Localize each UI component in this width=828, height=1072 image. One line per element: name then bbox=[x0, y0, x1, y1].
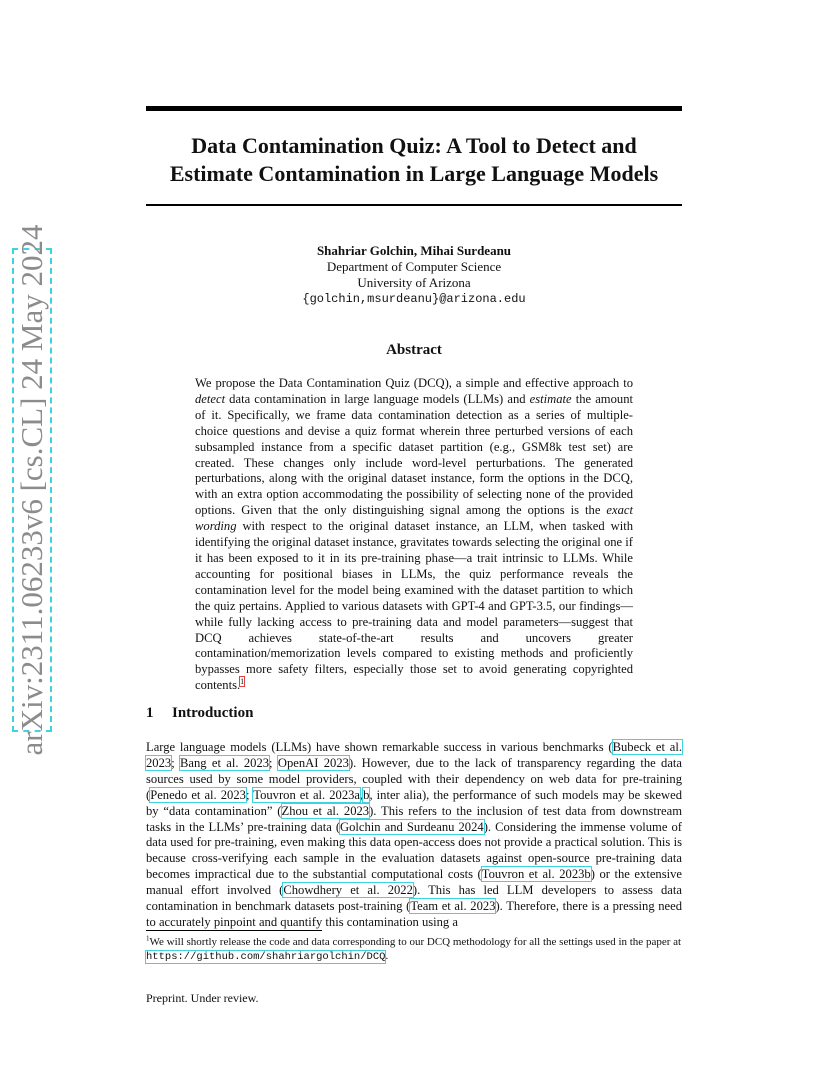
citation-link[interactable]: Bang et al. 2023 bbox=[180, 755, 270, 770]
section-number: 1 bbox=[146, 705, 154, 721]
footnote-text: We will shortly release the code and data corresponding to our DCQ methodology for all the settings used in the paper at bbox=[149, 936, 682, 948]
title-line-1: Data Contamination Quiz: A Tool to Detect and bbox=[191, 133, 637, 158]
author-email: {golchin,msurdeanu}@arizona.edu bbox=[302, 292, 526, 306]
abstract-emphasis: exact wording bbox=[195, 503, 633, 534]
author-department: Department of Computer Science bbox=[326, 259, 502, 274]
citation-link[interactable]: Penedo et al. 2023 bbox=[150, 787, 246, 802]
title-line-2: Estimate Contamination in Large Language Models bbox=[169, 161, 659, 186]
intro-text-part: ). This refers to the inclusion of test data from downstream tasks in the LLMs’ pre-training data ( bbox=[146, 803, 682, 834]
section-title: Introduction bbox=[172, 705, 254, 721]
intro-text-part: Large language models (LLMs) have shown remarkable success in various benchmarks ( bbox=[146, 740, 613, 754]
citation-link[interactable]: b bbox=[363, 787, 370, 802]
footnote-end: . bbox=[385, 950, 389, 962]
intro-text-part: ). Considering the immense volume of data used for pre-training, even making this data open-access does not provide a practical solution. This is because cross-verifying each sample in the evaluation datasets against open-source pre-training data becomes impractical due to the substantial computational costs ( bbox=[146, 819, 682, 882]
intro-text-part: , inter alia), the performance of such models may be skewed by “data contamination” ( bbox=[146, 787, 682, 818]
abstract-text-part: the amount of it. Specifically, we frame data contamination detection as a series of multiple-choice questions and devise a quiz format wherein three perturbed versions of each subsampled instance from a specific dataset partition (e.g., GSM8k test set) are created. These changes only include word-level perturbations. The generated perturbations, along with the original dataset instance, form the options in the DCQ, with an extra option accommodating the possibility of selecting none of the provided options. Given that the only distinguishing signal among the options is the bbox=[195, 391, 633, 518]
citation-link[interactable]: Touvron et al. 2023b bbox=[481, 867, 591, 882]
intro-text-part: ; bbox=[269, 755, 278, 770]
intro-text-part: ). Therefore, there is a pressing need to accurately pinpoint and quantify this contamination using a bbox=[146, 899, 683, 929]
intro-text-part: , bbox=[360, 787, 364, 802]
abstract-text bbox=[195, 376, 633, 694]
intro-text-part: ) or the extensive manual effort involved ( bbox=[146, 867, 682, 898]
repository-link[interactable]: https://github.com/shahriargolchin/DCQ bbox=[146, 951, 386, 963]
section-heading-introduction bbox=[146, 705, 253, 722]
intro-text-part: ; bbox=[245, 787, 254, 802]
footnote bbox=[146, 935, 682, 964]
author-university: University of Arizona bbox=[357, 275, 471, 290]
author-block bbox=[146, 243, 682, 307]
footnote-mark: 1 bbox=[146, 934, 150, 943]
intro-text-part: ; bbox=[171, 755, 180, 770]
footnote-rule bbox=[146, 930, 322, 931]
citation-link[interactable]: Chowdhery et al. 2022 bbox=[283, 883, 413, 898]
citation-link[interactable]: OpenAI 2023 bbox=[277, 755, 349, 770]
abstract-emphasis: detect bbox=[195, 391, 226, 406]
footnote-link[interactable]: 1 bbox=[240, 677, 245, 687]
abstract-text-part: We propose the Data Contamination Quiz (DCQ), a simple and effective approach to bbox=[195, 376, 633, 390]
introduction-text bbox=[146, 740, 682, 931]
abstract-emphasis: estimate bbox=[529, 391, 572, 406]
citation-link[interactable]: Team et al. 2023 bbox=[410, 899, 496, 914]
abstract-heading: Abstract bbox=[386, 342, 442, 358]
title-top-rule bbox=[146, 106, 682, 111]
abstract-text-part: data contamination in large language models (LLMs) and bbox=[225, 391, 530, 406]
citation-link[interactable]: Bubeck et al. 2023 bbox=[146, 740, 683, 770]
preprint-note: Preprint. Under review. bbox=[146, 991, 259, 1005]
title-bottom-rule bbox=[146, 204, 682, 206]
citation-link[interactable]: Golchin and Surdeanu 2024 bbox=[340, 819, 484, 834]
citation-link[interactable]: Touvron et al. 2023a bbox=[253, 787, 361, 802]
intro-text-part: ). However, due to the lack of transparency regarding the data sources used by some model providers, coupled with their dependency on web data for pre-training ( bbox=[146, 755, 682, 802]
citation-link[interactable]: Zhou et al. 2023 bbox=[281, 803, 370, 818]
intro-text-part: ). This has led LLM developers to assess data contamination in benchmark datasets post-training ( bbox=[146, 883, 682, 914]
abstract-text-part: with respect to the original dataset instance, an LLM, when tasked with identifying the original dataset instance, gravitates towards selecting the original one if it has been exposed to it in its pre-training phase—a trait intrinsic to LLMs. While accounting for positional biases in LLMs, the quiz performance reveals the contamination level for the model being examined with the dataset partition to which the quiz pertains. Applied to various datasets with GPT-4 and GPT-3.5, our findings—while fully lacking access to pre-training data and model parameters—suggest that DCQ achieves state-of-the-art results and uncovers greater contamination/memorization levels compared to existing methods and proficiently bypasses more safety filters, especially those set to avoid generating copyrighted contents. bbox=[195, 519, 633, 693]
author-names: Shahriar Golchin, Mihai Surdeanu bbox=[316, 243, 512, 258]
paper-title bbox=[146, 132, 682, 188]
arxiv-identifier[interactable]: arXiv:2311.06233v6 [cs.CL] 24 May 2024 bbox=[14, 224, 49, 756]
